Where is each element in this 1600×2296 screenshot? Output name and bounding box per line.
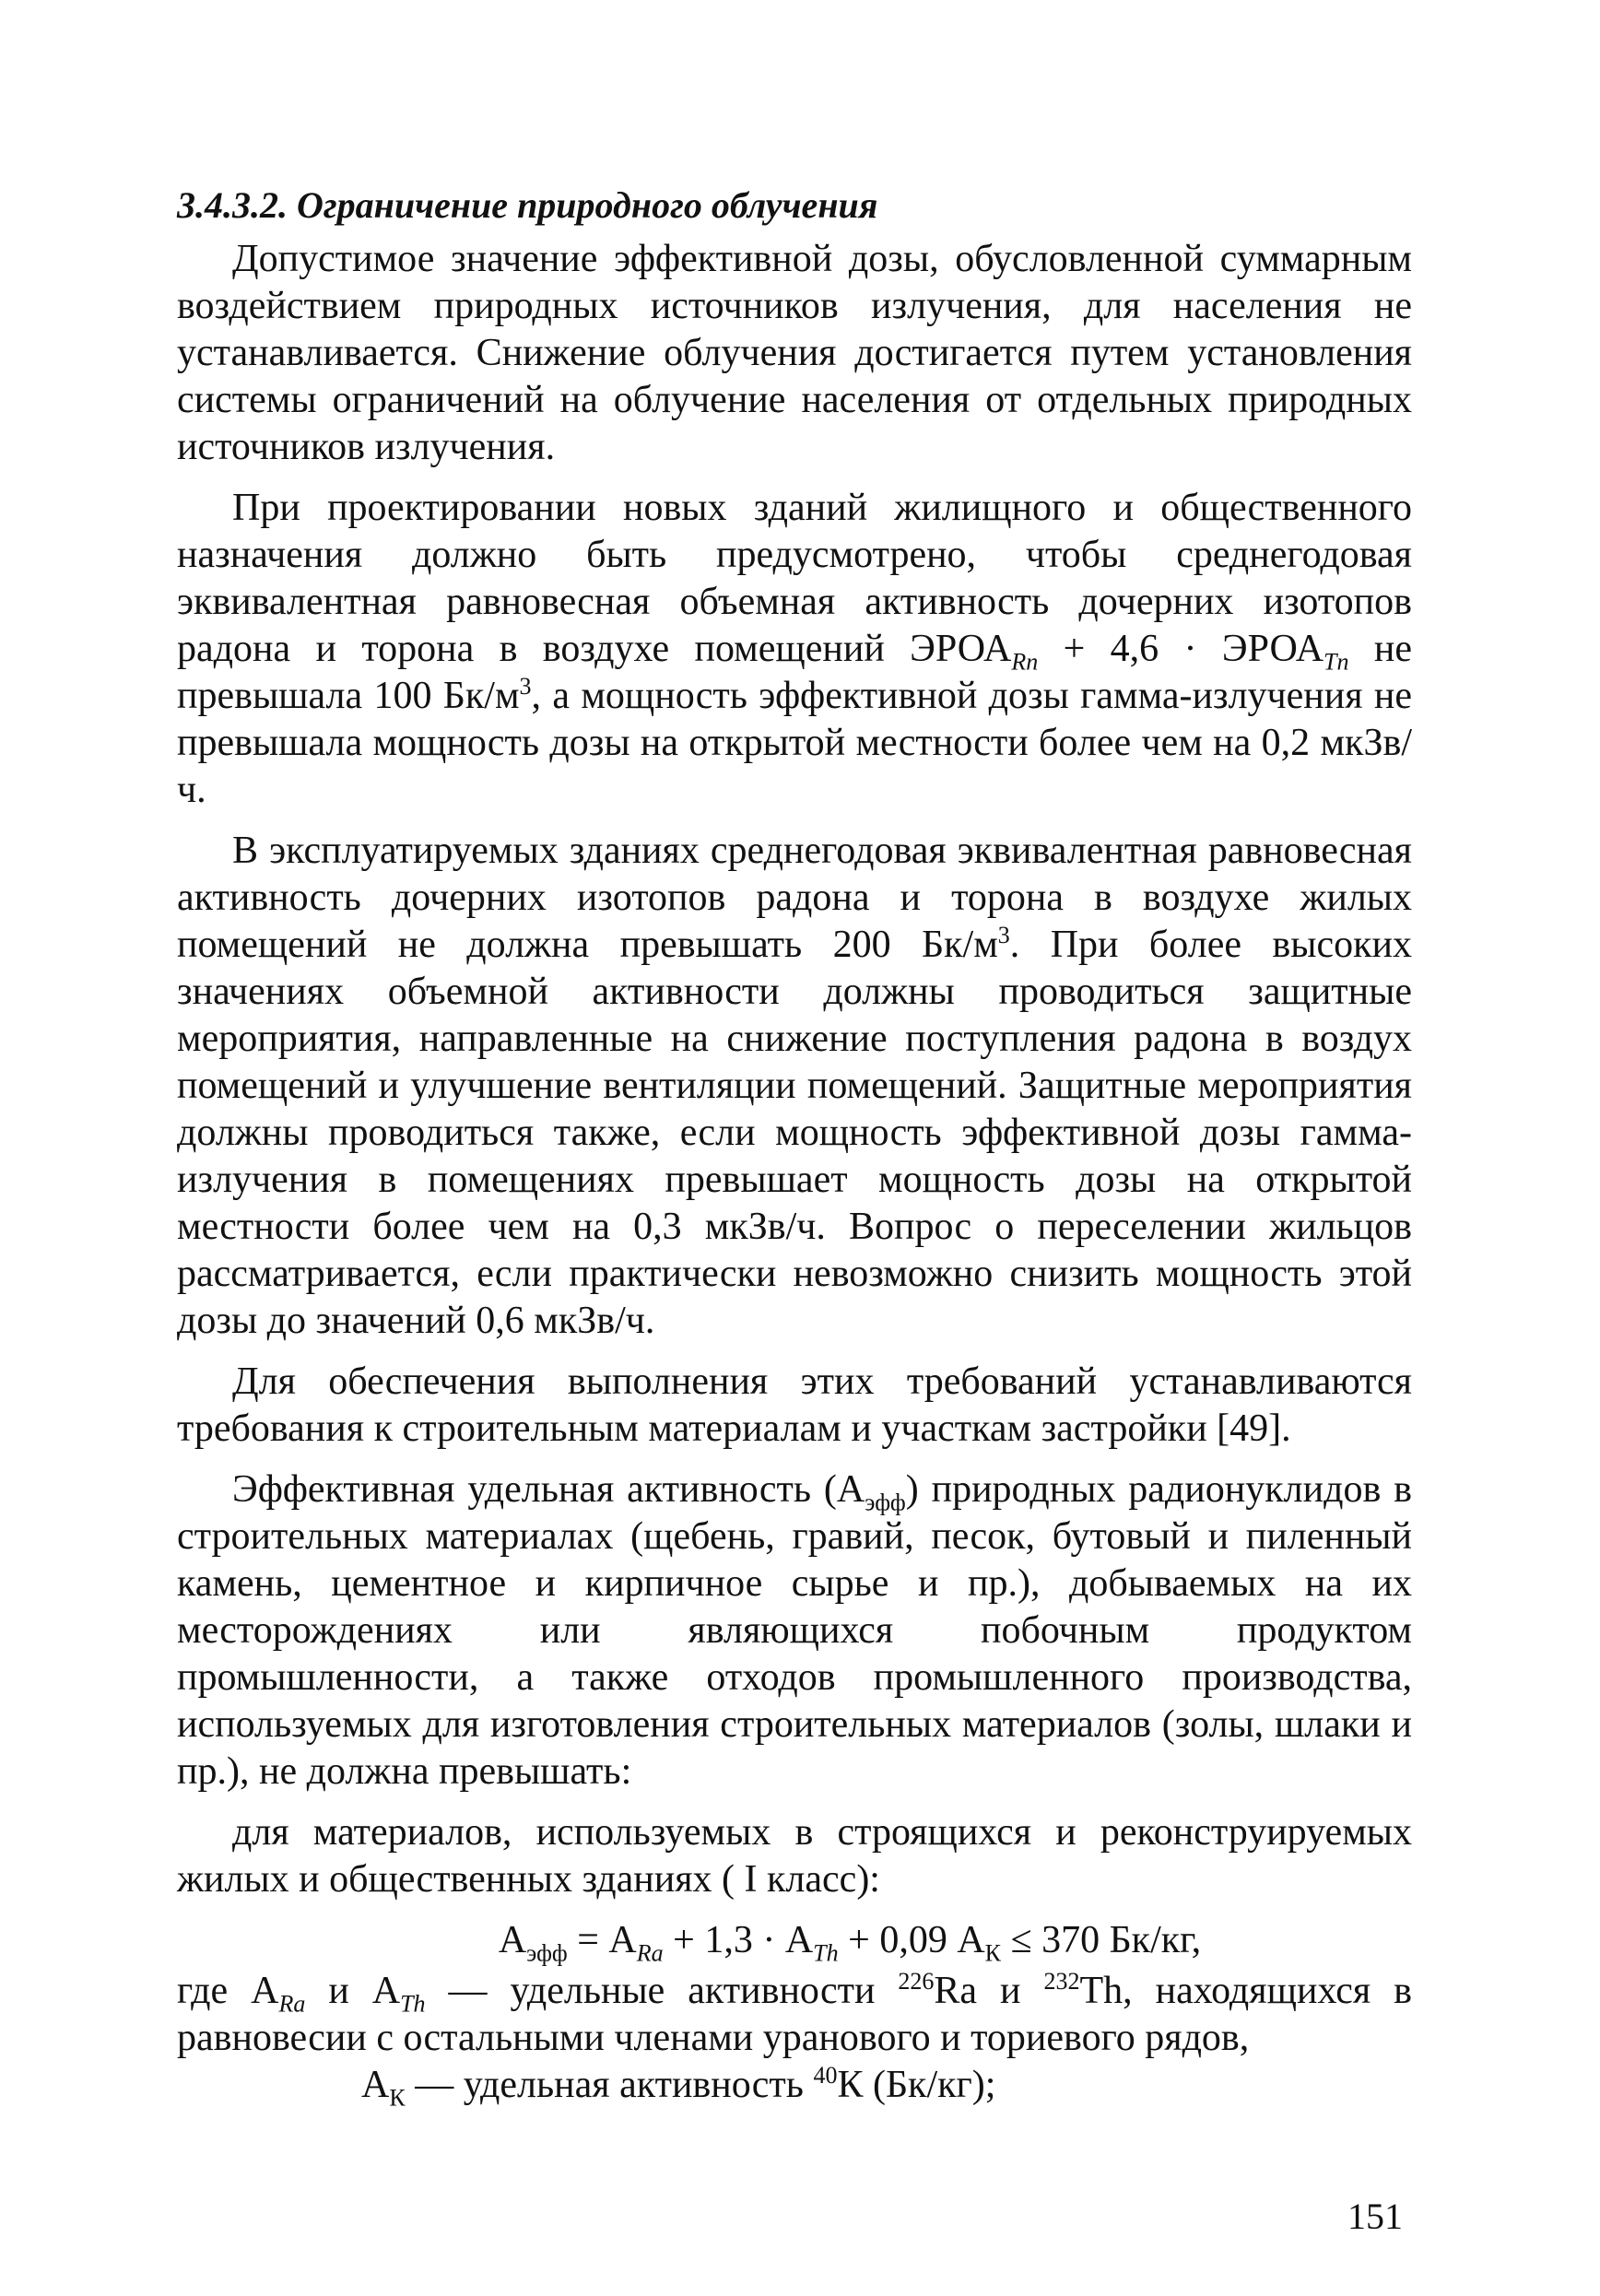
- where-text-5: Th, находящихся в равновесии с остальными членами уранового и ториевого рядов,: [177, 1970, 1412, 2059]
- where-sup-232: 232: [1043, 1968, 1080, 1995]
- superscript-3: 3: [519, 673, 532, 700]
- page-number: 151: [1347, 2196, 1403, 2237]
- paragraph-2-text-1: При проектировании новых зданий жилищного и общественного назначения должно быть предусмотрено, чтобы среднегодовая эквивалентная равновесная объемная активность дочерних изотопов радона и торона в воздухе помещений ЭРОА: [177, 487, 1412, 670]
- formula-sub-eff: эфф: [526, 1939, 568, 1967]
- formula-tail: ≤ 370 Бк/кг,: [1001, 1919, 1202, 1961]
- formula-plus-1: + 1,3 · А: [663, 1919, 814, 1961]
- text-block: [177, 183, 1413, 2112]
- paragraph-6: для материалов, используемых в строящихся и реконструируемых жилых и общественных зданиях ( I класс):: [177, 1811, 1412, 1901]
- paragraph-3: [177, 828, 1412, 1345]
- section-heading: 3.4.3.2. Ограничение природного облучения: [177, 184, 878, 226]
- where-text-3: — удельные активности: [425, 1970, 899, 2012]
- paragraph-2-text-3: не превышала 100 Бк/м: [177, 628, 1412, 717]
- where2-text-1: А: [361, 2064, 390, 2106]
- paragraph-5-text-1: Эффективная удельная активность (А: [232, 1468, 865, 1511]
- paragraph-3-text-2: . При более высоких значениях объемной активности должны проводиться защитные мероприятия, направленные на снижение поступления радона в воздух помещений и улучшение вентиляции помещений. Защитные мероприятия должны проводиться также, если мощность эффективной дозы гамма-излучения в помещениях превышает мощность дозы на открытой местности более чем на 0,3 мкЗв/ч. Вопрос о переселении жильцов рассматривается, если практически невозможно снизить мощность этой дозы до значений 0,6 мкЗв/ч.: [177, 924, 1412, 1342]
- where-sub-th: Th: [400, 1990, 426, 2018]
- superscript-3: 3: [997, 922, 1010, 948]
- paragraph-5-text-2: ) природных радионуклидов в строительных материалах (щебень, гравий, песок, бутовый и пиленный камень, цементное и кирпичное сырье и пр.), добываемых на их месторождениях или являющихся побочным продуктом промышленности, а также отходов промышленного производства, используемых для изготовления строительных материалов (золы, шлаки и пр.), не должна превышать:: [177, 1468, 1412, 1793]
- where2-text-3: К (Бк/кг);: [837, 2064, 996, 2106]
- where-text-1: где А: [177, 1970, 279, 2012]
- formula-sub-k: К: [984, 1939, 1002, 1967]
- where-text-2: и А: [305, 1970, 401, 2012]
- formula-a: А: [498, 1919, 527, 1961]
- where-sub-ra: Ra: [278, 1990, 306, 2018]
- paragraph-4: Для обеспечения выполнения этих требований устанавливаются требования к строительным материалам и участкам застройки [49].: [177, 1360, 1412, 1450]
- where2-sup-40: 40: [813, 2062, 838, 2089]
- subscript-tn: Tn: [1324, 648, 1349, 676]
- paragraph-2-text-4: , а мощность эффективной дозы гамма-излучения не превышала мощность дозы на открытой местности более чем на 0,2 мкЗв/ч.: [177, 675, 1413, 811]
- where-clause: [177, 1968, 1412, 2062]
- paragraph-2-text-2: + 4,6 · ЭРОА: [1038, 628, 1324, 670]
- activity-formula: [177, 1917, 1412, 1967]
- subscript-eff: эфф: [865, 1489, 906, 1516]
- subscript-rn: Rn: [1011, 648, 1039, 676]
- formula-eq: = А: [567, 1919, 637, 1961]
- where-clause-2: [177, 2062, 1412, 2112]
- where-sup-226: 226: [898, 1968, 935, 1995]
- where-text-4: Ra и: [934, 1970, 1044, 2012]
- formula-plus-2: + 0,09 А: [838, 1919, 985, 1961]
- where2-sub-k: К: [389, 2084, 406, 2112]
- where2-text-2: — удельная активность: [405, 2064, 814, 2106]
- paragraph-5: [177, 1466, 1412, 1796]
- formula-sub-th: Th: [813, 1939, 839, 1967]
- paragraph-3-text-1: В эксплуатируемых зданиях среднегодовая эквивалентная равновесная активность дочерних изотопов радона и торона в воздухе жилых помещений не должна превышать 200 Бк/м: [177, 830, 1412, 966]
- paragraph-1: Допустимое значение эффективной дозы, обусловленной суммарным воздействием природных источников излучения, для населения не устанавливается. Снижение облучения достигается путем установления системы ограничений на облучение населения от отдельных природных источников излучения.: [177, 238, 1412, 468]
- formula-sub-ra: Ra: [636, 1939, 664, 1967]
- paragraph-2: [177, 485, 1412, 814]
